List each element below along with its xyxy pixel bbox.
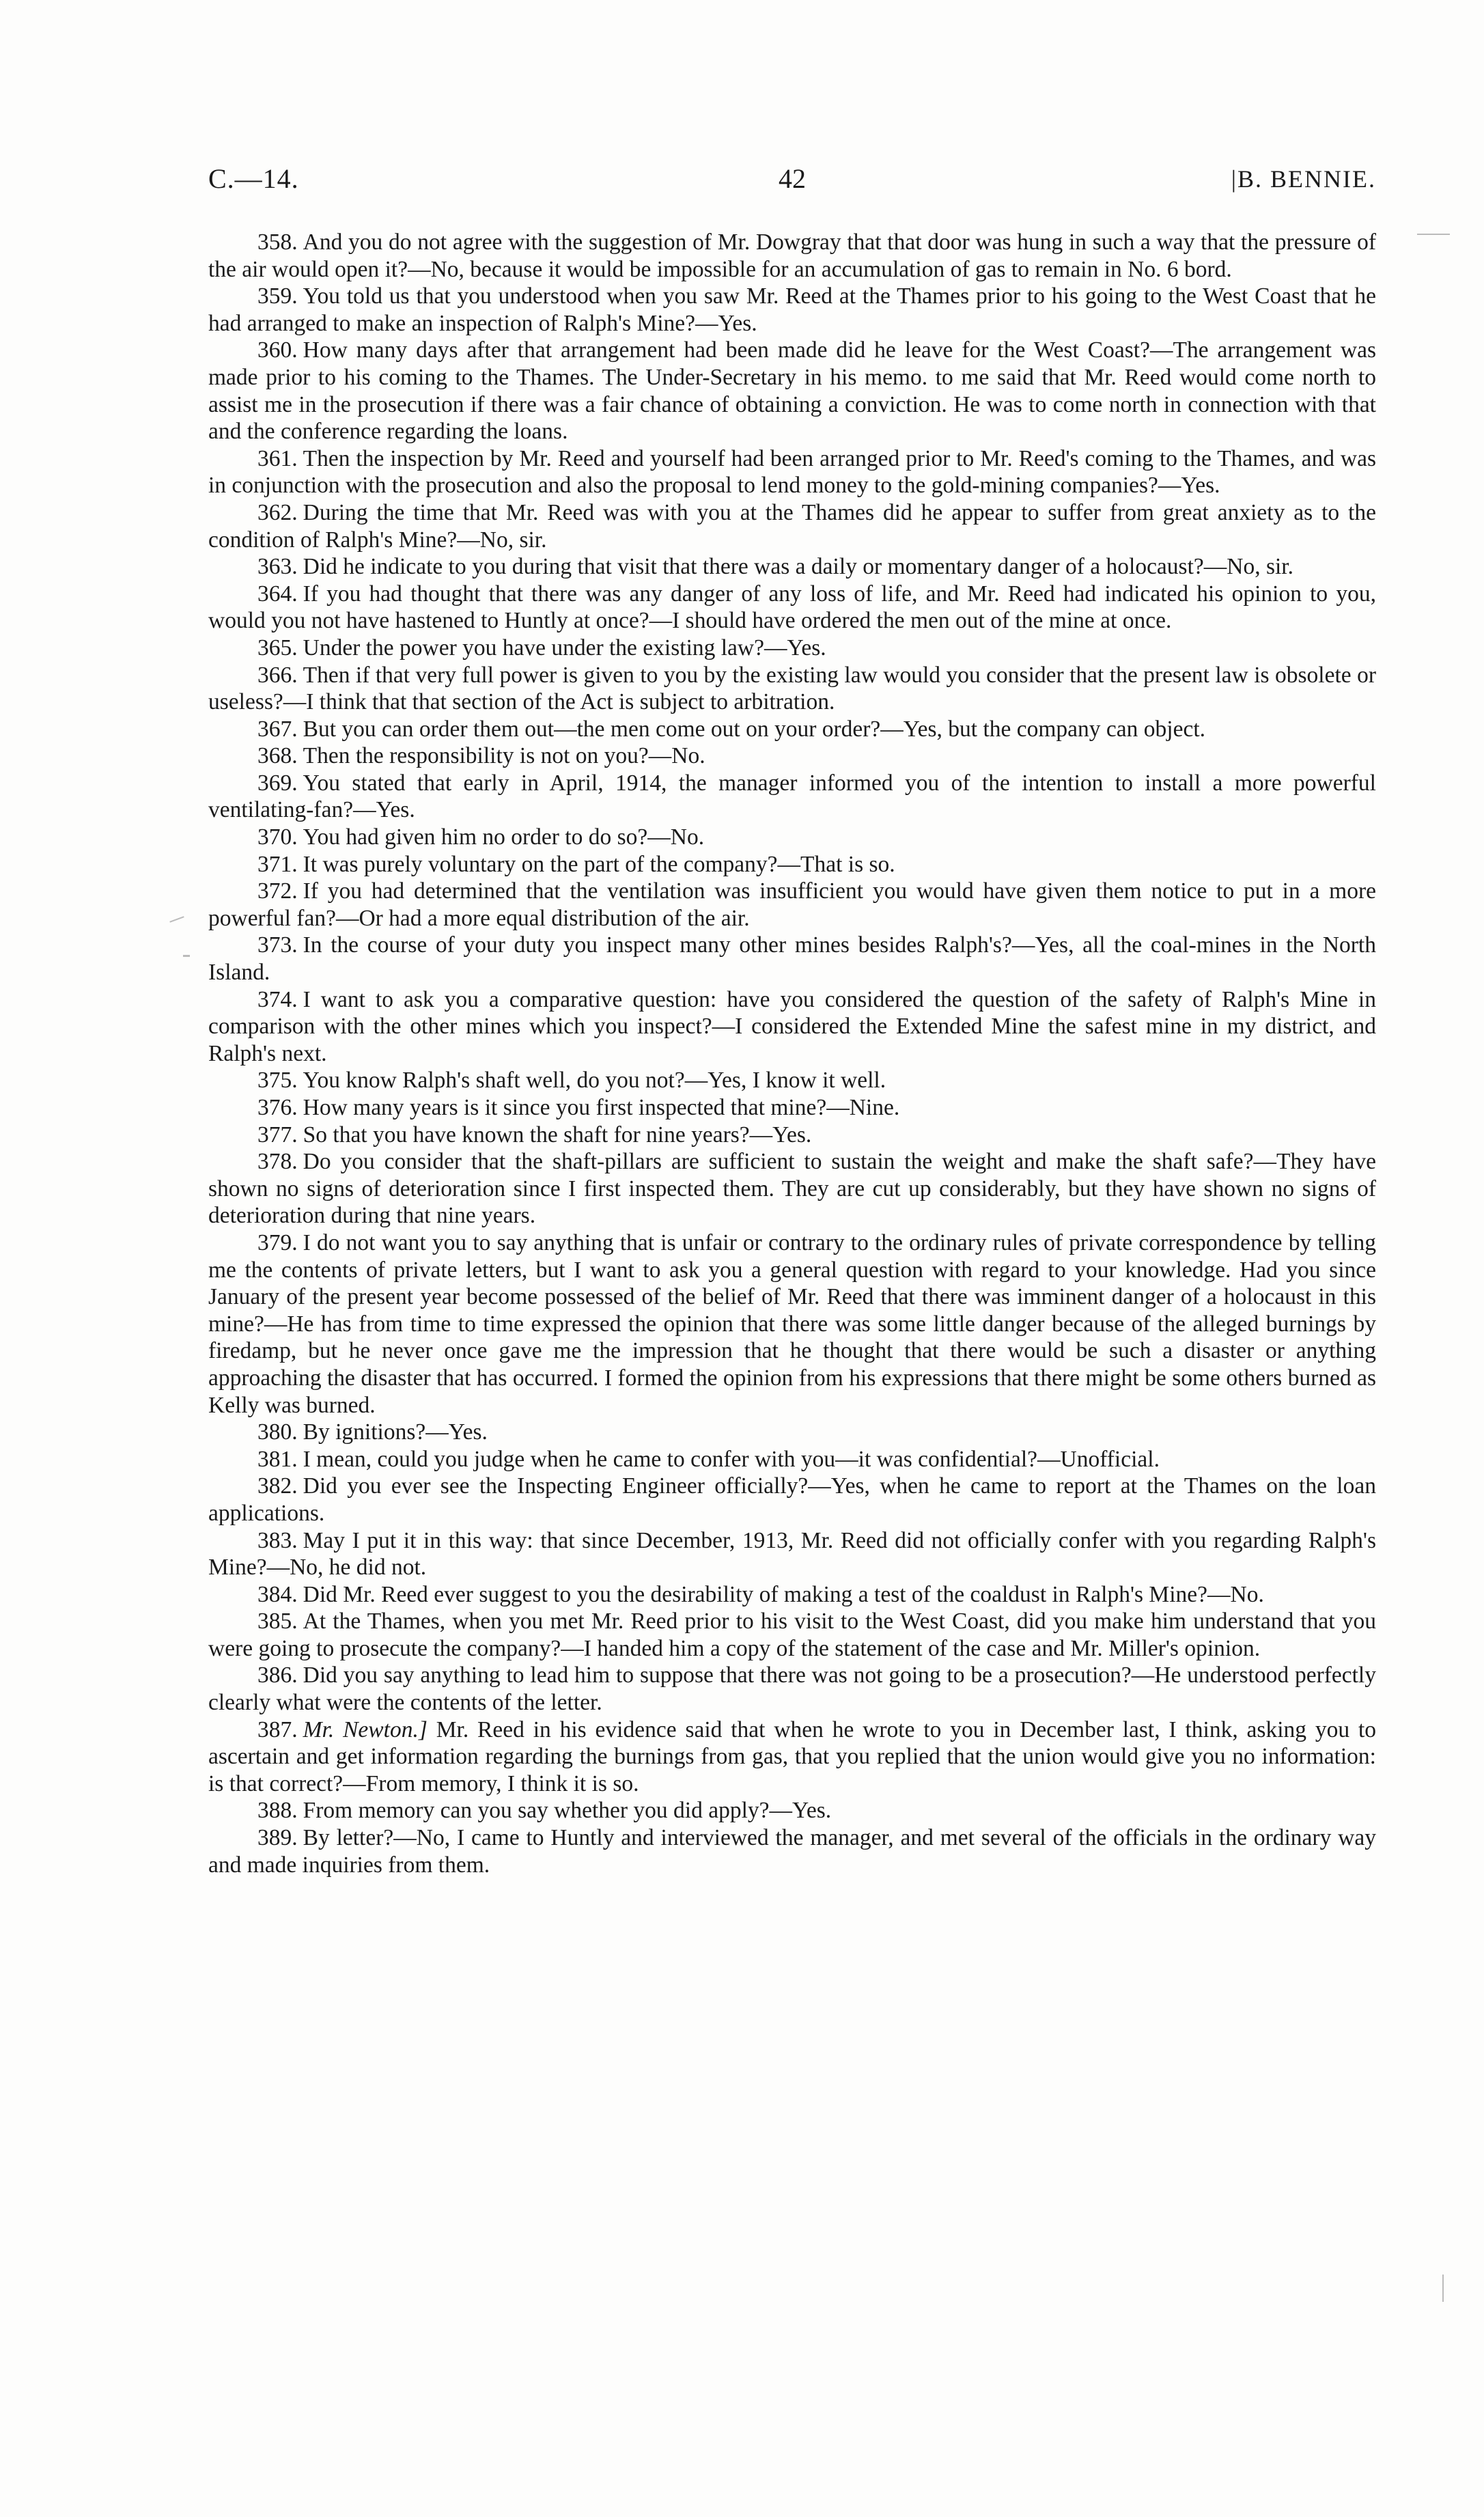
question-text: By letter?—No, I came to Huntly and interviewed the manager, and met several of the officials in the ordinary way and made inquiries from them. [208, 1825, 1376, 1878]
question-text: By ignitions?—Yes. [303, 1419, 488, 1445]
question-number: 386. [257, 1663, 298, 1688]
question-text: In the course of your duty you inspect many other mines besides Ralph's?—Yes, all the coal-mines in the North Island. [208, 932, 1376, 986]
question-number: 364. [257, 581, 298, 607]
question-number: 360. [257, 337, 298, 363]
question-number: 376. [257, 1095, 298, 1120]
question-383 [208, 1527, 1376, 1581]
question-text: Did you say anything to lead him to suppose that there was not going to be a prosecution?—He understood perfectly clearly what were the contents of the letter. [208, 1663, 1376, 1716]
question-number: 370. [257, 824, 298, 850]
question-372 [208, 878, 1376, 932]
question-number: 379. [257, 1229, 298, 1255]
question-number: 367. [257, 716, 298, 742]
question-text: I mean, could you judge when he came to confer with you—it was confidential?—Unofficial. [303, 1446, 1160, 1472]
speaker-name: Mr. Newton.] [303, 1716, 428, 1742]
question-number: 388. [257, 1798, 298, 1824]
question-362 [208, 499, 1376, 553]
question-number: 371. [257, 851, 298, 877]
question-text: Then if that very full power is given to you by the existing law would you consider that the present law is obsolete or useless?—I think that that section of the Act is subject to arbitration. [208, 662, 1376, 715]
question-text: Do you consider that the shaft-pillars are sufficient to sustain the weight and make the shaft safe?—They have shown no signs of deterioration since I first inspected them. They are cut up considerably, but they have shown no signs of deterioration during that nine years. [208, 1149, 1376, 1229]
margin-mark [1417, 234, 1450, 235]
question-378 [208, 1148, 1376, 1229]
question-text: How many days after that arrangement had been made did he leave for the West Coast?—The arrangement was made prior to his coming to the Thames. The Under-Secretary in his memo. to me said that Mr. Reed would come north to assist me in the prosecution if there was a fair chance of obtaining a conviction. He was to come north in connection with that and the conference regarding the loans. [208, 337, 1376, 445]
question-text: I want to ask you a comparative question: have you considered the question of the safety of Ralph's Mine in comparison with the other mines which you inspect?—I considered the Extended Mine the safest mine in my district, and Ralph's next. [208, 986, 1376, 1066]
testimony-body [208, 229, 1376, 1878]
question-text: If you had thought that there was any danger of any loss of life, and Mr. Reed had indicated his opinion to you, would you not have hastened to Huntly at once?—I should have ordered the men out of the mine at once. [208, 581, 1376, 634]
question-number: 373. [257, 932, 298, 958]
question-382 [208, 1473, 1376, 1527]
question-number: 359. [257, 283, 298, 309]
question-text: How many years is it since you first inspected that mine?—Nine. [303, 1095, 900, 1120]
question-365 [208, 635, 1376, 662]
question-384 [208, 1581, 1376, 1609]
question-number: 375. [257, 1068, 298, 1094]
witness-name-text: B. BENNIE. [1237, 165, 1376, 193]
question-385 [208, 1608, 1376, 1662]
question-text: You told us that you understood when you saw Mr. Reed at the Thames prior to his going to the West Coast that he had arranged to make an inspection of Ralph's Mine?—Yes. [208, 283, 1376, 336]
question-374 [208, 986, 1376, 1068]
question-text: Then the inspection by Mr. Reed and yourself had been arranged prior to Mr. Reed's coming to the Thames, and was in conjunction with the prosecution and also the proposal to lend money to the gold-mining companies?—Yes. [208, 445, 1376, 499]
question-number: 372. [257, 878, 298, 904]
question-number: 374. [257, 986, 298, 1012]
question-375 [208, 1067, 1376, 1094]
question-380 [208, 1419, 1376, 1446]
question-number: 365. [257, 635, 298, 660]
question-text: If you had determined that the ventilation was insufficient you would have given them notice to put in a more powerful fan?—Or had a more equal distribution of the air. [208, 878, 1376, 931]
question-367 [208, 716, 1376, 743]
question-text: It was purely voluntary on the part of the company?—That is so. [303, 851, 895, 877]
margin-mark [183, 955, 190, 957]
question-text: Mr. Reed in his evidence said that when he wrote to you in December last, I think, asking you to ascertain and get information regarding the burnings from gas, that you replied that the union would give you no information: is that correct?—From memory, I think it is so. [208, 1716, 1377, 1796]
question-373 [208, 932, 1376, 986]
question-361 [208, 445, 1376, 499]
question-text: But you can order them out—the men come out on your order?—Yes, but the company can object. [303, 716, 1206, 742]
question-number: 389. [257, 1825, 298, 1851]
question-text: At the Thames, when you met Mr. Reed prior to his visit to the West Coast, did you make him understand that you were going to prosecute the company?—I handed him a copy of the statement of the case and Mr. Miller's opinion. [208, 1609, 1376, 1661]
question-387 [208, 1716, 1376, 1798]
question-number: 381. [257, 1446, 298, 1472]
question-text: Under the power you have under the existing law?—Yes. [303, 635, 826, 660]
question-text: You had given him no order to do so?—No. [303, 824, 705, 850]
question-text: From memory can you say whether you did apply?—Yes. [303, 1798, 832, 1824]
question-number: 387. [257, 1716, 298, 1742]
question-389 [208, 1824, 1376, 1878]
margin-mark [1442, 2275, 1444, 2302]
question-366 [208, 662, 1376, 716]
question-359 [208, 283, 1376, 337]
question-text: You stated that early in April, 1914, the manager informed you of the intention to install a more powerful ventilating-fan?—Yes. [208, 770, 1376, 823]
question-number: 384. [257, 1581, 298, 1607]
question-386 [208, 1662, 1376, 1716]
question-388 [208, 1797, 1376, 1824]
question-number: 368. [257, 743, 298, 769]
question-363 [208, 553, 1376, 581]
question-364 [208, 581, 1376, 635]
question-text: You know Ralph's shaft well, do you not?—Yes, I know it well. [303, 1068, 886, 1094]
question-376 [208, 1094, 1376, 1122]
question-text: Did he indicate to you during that visit that there was a daily or momentary danger of a holocaust?—No, sir. [303, 554, 1293, 580]
question-number: 380. [257, 1419, 298, 1445]
question-number: 382. [257, 1473, 298, 1499]
question-text: May I put it in this way: that since December, 1913, Mr. Reed did not officially confer with you regarding Ralph's Mine?—No, he did not. [208, 1527, 1376, 1581]
question-379 [208, 1229, 1376, 1419]
question-text: I do not want you to say anything that is unfair or contrary to the ordinary rules of private correspondence by telling me the contents of private letters, but I want to ask you a general question with regard to your knowledge. Had you since January of the present year become possessed of the belief of Mr. Reed that there was imminent danger of a holocaust in this mine?—He has from time to time expressed the opinion that there was some little danger because of the alleged burnings by firedamp, but he never once gave me the impression that he thought that there would be such a disaster or anything approaching the disaster that has occurred. I formed the opinion from his expressions that there might be some others burned as Kelly was burned. [208, 1229, 1376, 1418]
question-369 [208, 770, 1376, 824]
document-reference: C.—14. [208, 163, 299, 194]
question-360 [208, 337, 1376, 445]
question-text: Did Mr. Reed ever suggest to you the desirability of making a test of the coaldust in Ralph's Mine?—No. [303, 1581, 1264, 1607]
question-text: Then the responsibility is not on you?—No. [303, 743, 705, 769]
question-number: 385. [257, 1609, 298, 1635]
question-number: 361. [257, 445, 298, 471]
page-number: 42 [779, 163, 806, 194]
question-370 [208, 824, 1376, 851]
question-377 [208, 1122, 1376, 1149]
question-371 [208, 851, 1376, 878]
question-number: 369. [257, 770, 298, 796]
page-header [208, 158, 1376, 199]
question-number: 377. [257, 1122, 298, 1148]
question-358 [208, 229, 1376, 283]
question-number: 363. [257, 554, 298, 580]
question-text: So that you have known the shaft for nine years?—Yes. [303, 1122, 812, 1148]
question-text: And you do not agree with the suggestion of Mr. Dowgray that that door was hung in such a way that the pressure of the air would open it?—No, because it would be impossible for an accumulation of gas to remain in No. 6 bord. [208, 230, 1376, 282]
question-text: During the time that Mr. Reed was with you at the Thames did he appear to suffer from great anxiety as to the condition of Ralph's Mine?—No, sir. [208, 499, 1376, 553]
question-number: 362. [257, 499, 298, 525]
question-number: 378. [257, 1149, 298, 1175]
question-381 [208, 1446, 1376, 1473]
question-number: 383. [257, 1527, 298, 1553]
margin-mark [169, 916, 184, 922]
question-number: 366. [257, 662, 298, 688]
witness-name: |B. BENNIE. [1231, 165, 1376, 193]
question-text: Did you ever see the Inspecting Engineer officially?—Yes, when he came to report at the Thames on the loan applications. [208, 1473, 1376, 1526]
question-368 [208, 742, 1376, 770]
question-number: 358. [257, 230, 298, 255]
